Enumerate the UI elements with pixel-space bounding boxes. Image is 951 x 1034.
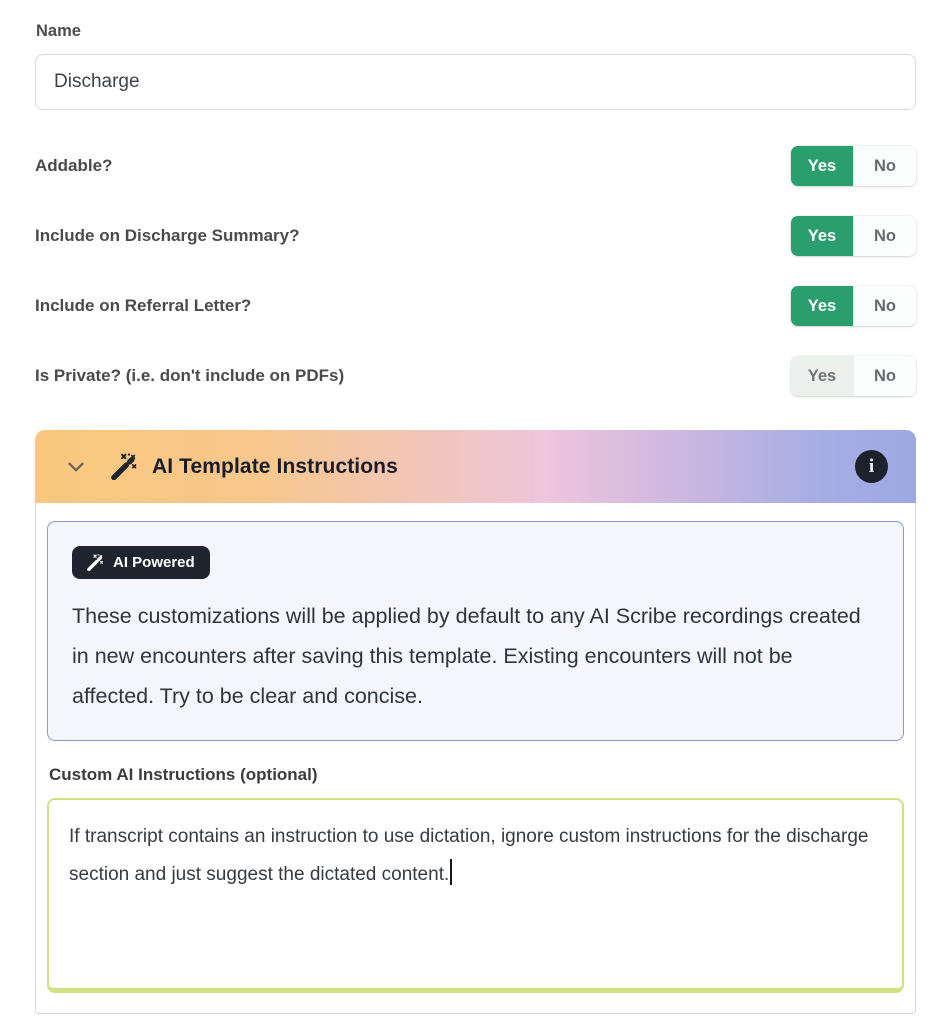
toggle-row-addable (35, 146, 916, 186)
discharge-summary-label: Include on Discharge Summary? (35, 226, 300, 245)
ai-template-instructions-section (35, 430, 916, 1014)
ai-section-body (35, 503, 916, 1014)
discharge-summary-yes-button[interactable]: Yes (791, 216, 853, 256)
discharge-summary-toggle (791, 216, 916, 256)
custom-instructions-text: If transcript contains an instruction to use dictation, ignore custom instructions for the discharge section and just suggest the dictated content. (69, 826, 869, 885)
is-private-yes-button[interactable]: Yes (791, 356, 853, 396)
name-input[interactable] (35, 54, 916, 110)
ai-powered-badge (72, 546, 210, 579)
addable-toggle (791, 146, 916, 186)
ai-note-description: These customizations will be applied by default to any AI Scribe recordings created in new encounters after saving this template. Existing encounters will not be affected. Try to be clear and concise. (72, 604, 861, 708)
toggle-rows (35, 146, 916, 396)
ai-section-title: AI Template Instructions (152, 454, 398, 478)
referral-letter-toggle (791, 286, 916, 326)
is-private-toggle (791, 356, 916, 396)
ai-section-header[interactable] (35, 430, 916, 503)
toggle-row-is-private (35, 356, 916, 396)
custom-instructions-label: Custom AI Instructions (optional) (49, 765, 318, 784)
referral-letter-yes-button[interactable]: Yes (791, 286, 853, 326)
text-cursor (450, 859, 452, 885)
info-icon[interactable]: i (855, 450, 888, 483)
addable-no-button[interactable]: No (853, 146, 916, 186)
addable-yes-button[interactable]: Yes (791, 146, 853, 186)
referral-letter-no-button[interactable]: No (853, 286, 916, 326)
ai-powered-badge-label: AI Powered (113, 554, 195, 571)
toggle-row-discharge-summary (35, 216, 916, 256)
custom-instructions-textarea[interactable] (47, 798, 904, 993)
magic-wand-sparkles-icon (87, 554, 104, 571)
discharge-summary-no-button[interactable]: No (853, 216, 916, 256)
is-private-label: Is Private? (i.e. don't include on PDFs) (35, 366, 345, 385)
magic-wand-sparkles-icon (111, 453, 138, 480)
addable-label: Addable? (35, 156, 113, 175)
name-label: Name (36, 22, 81, 40)
toggle-row-referral-letter (35, 286, 916, 326)
is-private-no-button[interactable]: No (853, 356, 916, 396)
chevron-down-icon[interactable] (65, 456, 87, 478)
ai-powered-note (47, 521, 904, 741)
referral-letter-label: Include on Referral Letter? (35, 296, 252, 315)
